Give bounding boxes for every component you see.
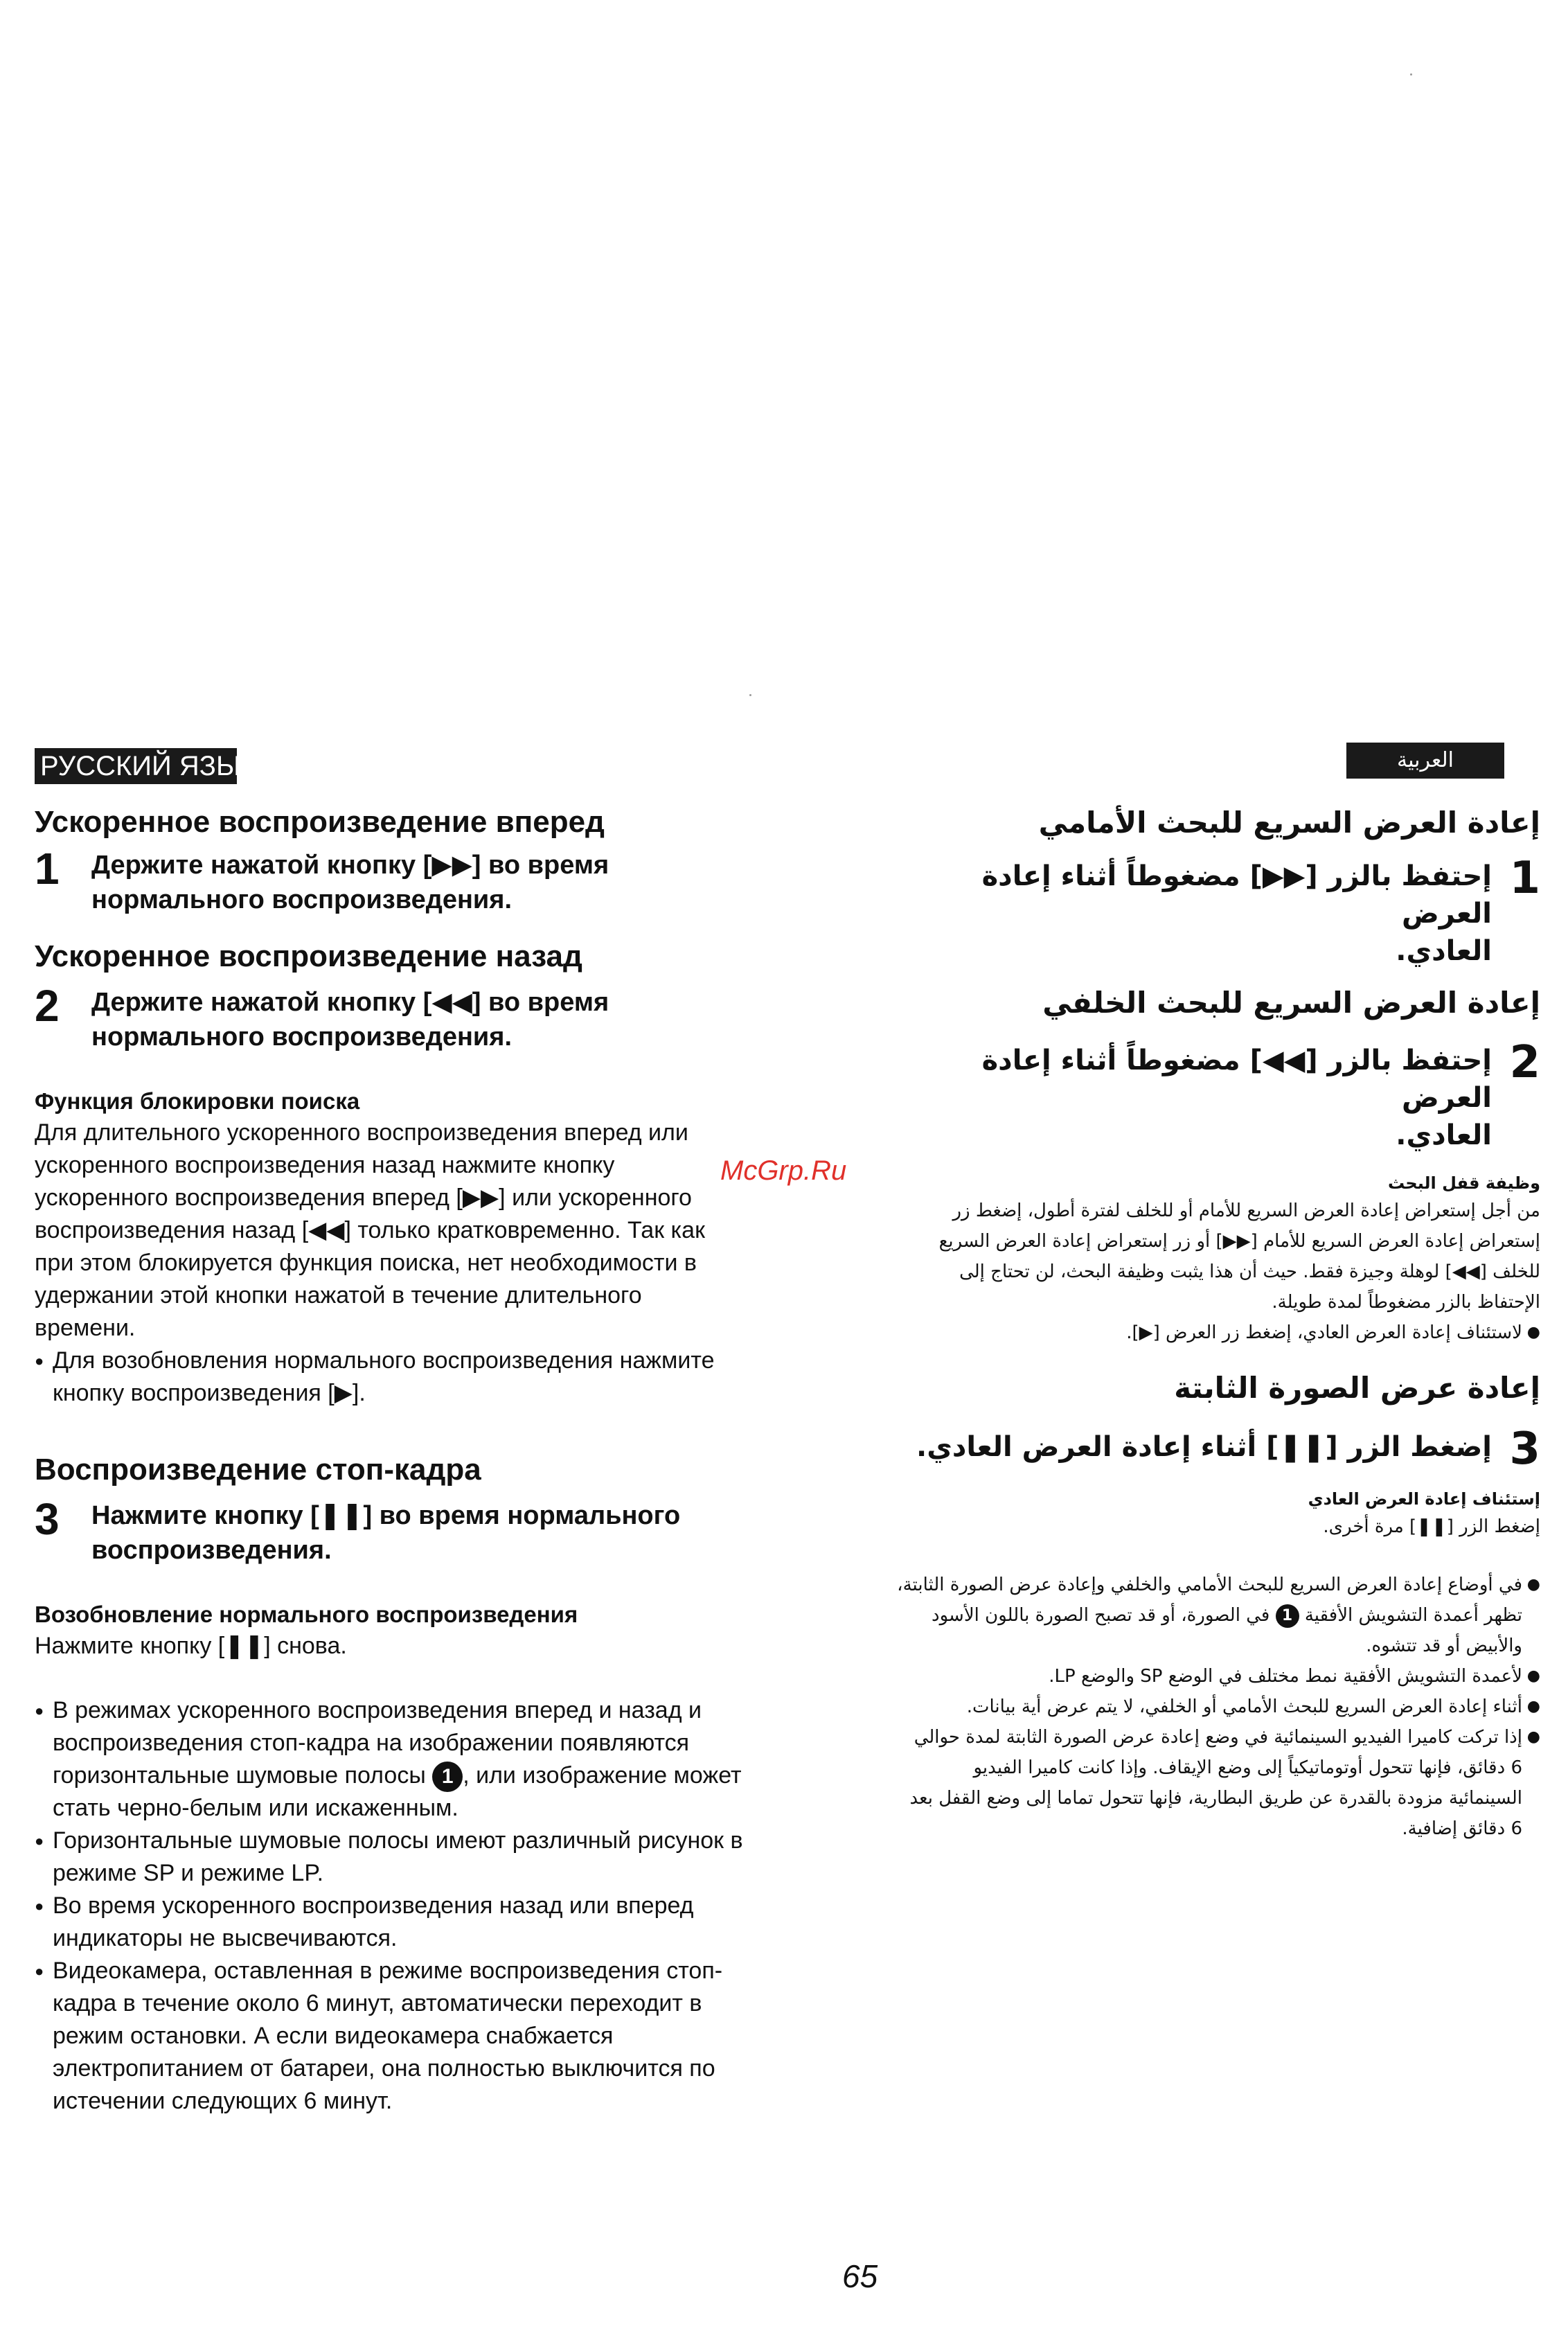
text-line: والأبيض أو قد تتشوه. — [1366, 1635, 1522, 1656]
text-line: ускоренного воспроизведения назад нажмите кнопку — [35, 1152, 615, 1178]
text-line: Для длительного ускоренного воспроизведения вперед или — [35, 1119, 688, 1146]
text-line: من أجل إستعراض إعادة العرض السريع للأمام أو للخلف لفترة أطول، إضغط زر — [952, 1200, 1540, 1221]
notes-list — [35, 1694, 810, 2118]
text-line: ● إذا تركت كاميرا الفيديو السينمائية في وضع إعادة عرض الصورة الثابتة لمدة حوالي — [914, 1727, 1522, 1748]
language-label-arabic: العربية — [1346, 743, 1504, 779]
text-line: времени. — [35, 1315, 136, 1341]
text-line: электропитанием от батареи, она полностью выключится по — [53, 2055, 715, 2082]
text-line: 6 دقائق، فإنها تتحول أوتوماتيكياً إلى وضع الإيقاف. وإذا كانت كاميرا الفيديو — [973, 1757, 1522, 1778]
callout-number-icon: 1 — [1276, 1604, 1299, 1628]
text-fragment: , или изображение может — [463, 1762, 742, 1789]
still-heading: Воспроизведение стоп-кадра — [35, 1453, 481, 1487]
text-line: при этом блокируется функция поиска, нет необходимости в — [35, 1250, 697, 1276]
speck — [749, 694, 751, 696]
step-number: 1 — [35, 844, 60, 894]
ar-ff-heading: إعادة العرض السريع للبحث الأمامي — [1038, 806, 1540, 840]
text-line: ● Для возобновления нормального воспроизведения нажмите — [53, 1347, 715, 1374]
text-line: الإحتفاظ بالزر مضغوطاً لمدة طويلة. — [1272, 1292, 1540, 1313]
text-line: истечении следующих 6 минут. — [53, 2088, 393, 2115]
text-fragment: تظهر أعمدة التشويش الأفقية — [1299, 1605, 1522, 1626]
ff-heading: Ускоренное воспроизведение вперед — [35, 805, 605, 839]
still-step — [35, 1494, 810, 1568]
step-line: воспроизведения. — [91, 1536, 332, 1565]
ar-resume-text: إضغط الزر [❚❚] مرة أخرى. — [1323, 1516, 1540, 1537]
step-number: 2 — [35, 981, 60, 1031]
text-line: режим остановки. А если видеокамера снабжается — [53, 2023, 614, 2050]
resume-text: Нажмите кнопку [❚❚] снова. — [35, 1633, 347, 1659]
note-item: ● لأعمدة التشويش الأفقية نمط مختلف في الوضع SP والوضع LP. — [882, 1661, 1540, 1692]
step-number: 1 — [1509, 853, 1540, 904]
text-line — [53, 1759, 810, 1792]
text-line: стать черно-белым или искаженным. — [53, 1795, 458, 1822]
ar-search-lock-bullets — [882, 1318, 1540, 1348]
callout-number-icon: 1 — [432, 1762, 463, 1792]
watermark: McGrp.Ru — [720, 1155, 847, 1186]
language-label-russian: РУССКИЙ ЯЗЫК — [35, 748, 237, 784]
step-line: нормального воспроизведения. — [91, 885, 512, 914]
text-line: удержании этой кнопки нажатой в течение длительного — [35, 1282, 642, 1309]
step-line: нормального воспроизведения. — [91, 1022, 512, 1052]
resume-heading: Возобновление нормального воспроизведения — [35, 1602, 578, 1627]
russian-column — [35, 804, 810, 2118]
note-item: ● أثناء إعادة العرض السريع للبحث الأمامي أو الخلفي، لا يتم عرض أية بيانات. — [882, 1692, 1540, 1722]
text-line: للخلف [◀◀] لوهلة وجيزة فقط. حيث أن هذا يثبت وظيفة البحث، لن تحتاج إلى — [959, 1261, 1540, 1282]
text-line: кадра в течение около 6 минут, автоматически переходит в — [53, 1990, 702, 2017]
step-number: 3 — [35, 1494, 60, 1544]
step-number: 2 — [1509, 1037, 1540, 1088]
arabic-column — [882, 804, 1540, 1844]
rew-heading: Ускоренное воспроизведение назад — [35, 939, 582, 973]
step-instruction — [882, 858, 1492, 970]
text-line: ускоренного воспроизведения вперед [▶▶] или ускоренного — [35, 1185, 692, 1211]
step-line: إحتفظ بالزر [▶▶] مضغوطاً أثناء إعادة العرض — [981, 860, 1492, 930]
step-instruction: إضغط الزر [❚❚] أثناء إعادة العرض العادي. — [916, 1431, 1492, 1463]
ar-rew-step — [882, 1037, 1540, 1154]
text-line: воспроизведения стоп-кадра на изображении появляются — [53, 1730, 690, 1756]
bullet-item: ● لاستئناف إعادة العرض العادي، إضغط زر العرض [▶]. — [882, 1318, 1540, 1348]
step-line: العادي. — [1396, 935, 1492, 967]
ar-still-heading: إعادة عرض الصورة الثابتة — [1174, 1371, 1540, 1405]
ar-notes-list — [882, 1570, 1540, 1844]
ff-step — [35, 844, 810, 917]
text-line: إستعراض إعادة العرض السريع للأمام [▶▶] أو زر إستعراض إعادة العرض السريع — [938, 1231, 1540, 1252]
step-instruction — [90, 1498, 680, 1568]
search-lock-text — [35, 1117, 810, 1345]
page-number: 65 — [842, 2258, 878, 2294]
note-item — [882, 1722, 1540, 1844]
speck — [1410, 73, 1412, 76]
note-item — [35, 1955, 810, 2118]
ar-search-lock-text — [882, 1196, 1540, 1318]
note-item — [35, 1825, 810, 1890]
note-item — [882, 1570, 1540, 1661]
text-line: режиме SP и режиме LP. — [53, 1860, 324, 1887]
search-lock-bullets — [35, 1345, 810, 1410]
step-instruction — [90, 985, 609, 1054]
note-item — [35, 1694, 810, 1825]
text-line — [882, 1600, 1522, 1631]
text-line: воспроизведения назад [◀◀] только кратковременно. Так как — [35, 1217, 705, 1243]
text-line: ● في أوضاع إعادة العرض السريع للبحث الأمامي والخلفي وإعادة عرض الصورة الثابتة، — [897, 1574, 1522, 1595]
step-instruction — [90, 848, 609, 917]
step-number: 3 — [1509, 1423, 1540, 1475]
step-line: إحتفظ بالزر [◀◀] مضغوطاً أثناء إعادة العرض — [981, 1045, 1492, 1114]
text-line: 6 دقائق إضافية. — [1402, 1818, 1522, 1839]
text-line: ● Во время ускоренного воспроизведения назад или вперед — [53, 1892, 694, 1919]
text-fragment: горизонтальные шумовые полосы — [53, 1762, 433, 1789]
text-line: ● Видеокамера, оставленная в режиме воспроизведения стоп- — [53, 1958, 723, 1985]
text-line: кнопку воспроизведения [▶]. — [53, 1380, 366, 1406]
ar-rew-heading: إعادة العرض السريع للبحث الخلفي — [1042, 986, 1540, 1020]
note-item — [35, 1890, 810, 1955]
ar-resume-heading: إستئناف إعادة العرض العادي — [1308, 1489, 1540, 1509]
step-line: Держите нажатой кнопку [◀◀] во время — [91, 988, 609, 1017]
ar-search-lock-heading: وظيفة قفل البحث — [1387, 1173, 1540, 1193]
step-line: Держите нажатой кнопку [▶▶] во время — [91, 851, 609, 880]
text-line: индикаторы не высвечиваются. — [53, 1925, 398, 1952]
rew-step — [35, 981, 810, 1054]
text-line: ● Горизонтальные шумовые полосы имеют различный рисунок в — [53, 1827, 743, 1854]
text-line: السينمائية مزودة بالقدرة عن طريق البطارية، فإنها تتحول تماما إلى وضع القفل بعد — [909, 1788, 1522, 1809]
ar-still-step — [882, 1423, 1540, 1475]
bullet-item — [35, 1345, 810, 1410]
text-fragment: في الصورة، أو قد تصبح الصورة باللون الأسود — [932, 1605, 1276, 1626]
step-line: Нажмите кнопку [❚❚] во время нормального — [91, 1501, 681, 1530]
step-line: العادي. — [1396, 1119, 1492, 1151]
ar-ff-step — [882, 853, 1540, 970]
search-lock-heading: Функция блокировки поиска — [35, 1088, 360, 1114]
text-line: ● В режимах ускоренного воспроизведения вперед и назад и — [53, 1697, 702, 1723]
step-instruction — [882, 1042, 1492, 1154]
